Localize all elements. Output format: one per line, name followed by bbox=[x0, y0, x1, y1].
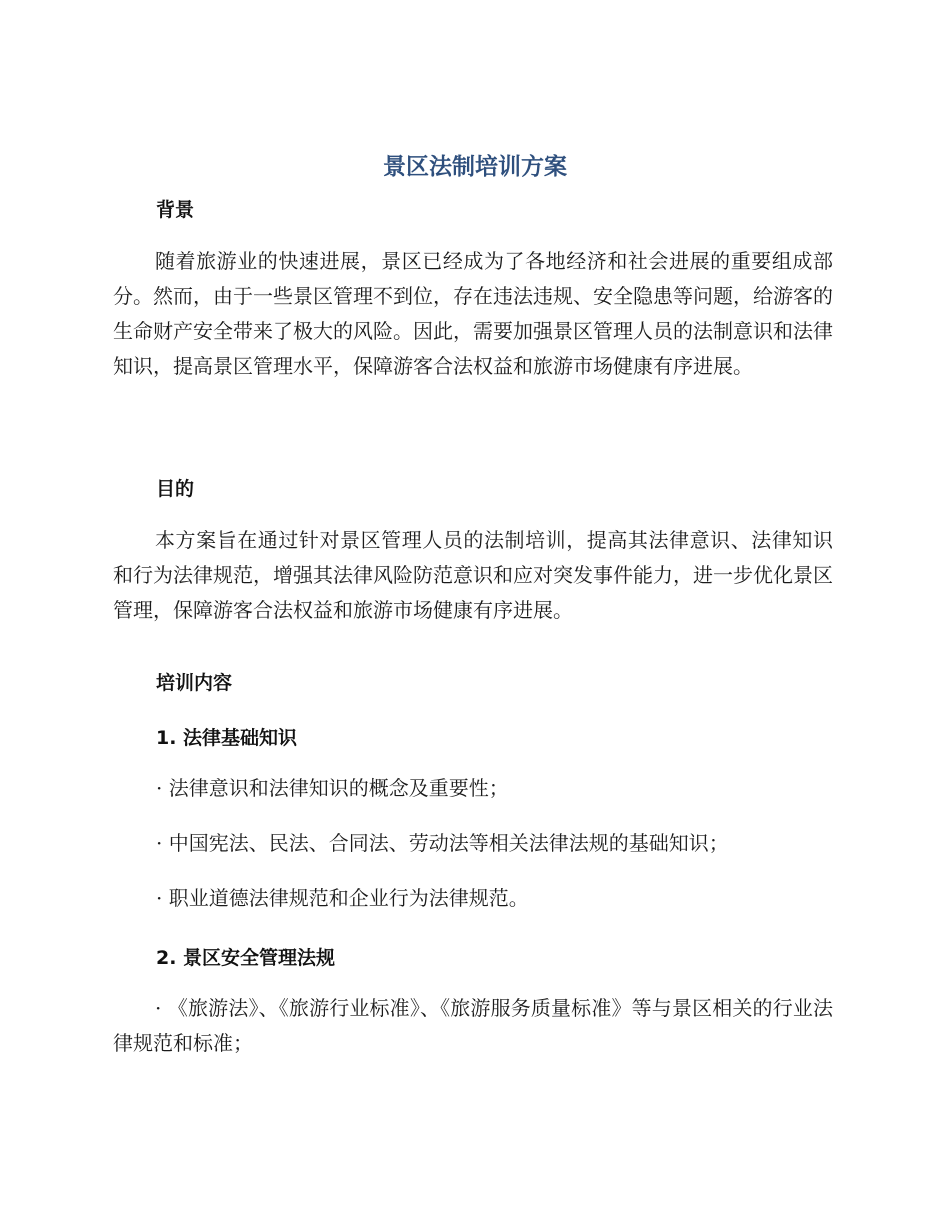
paragraph-purpose: 本方案旨在通过针对景区管理人员的法制培训，提高其法律意识、法律知识和行为法律规范，增强其法律风险防范意识和应对突发事件能力，进一步优化景区管理，保障游客合法权益和旅游市场健康有序进展。 bbox=[113, 528, 833, 622]
list-item: · 《旅游法》、《旅游行业标准》、《旅游服务质量标准》等与景区相关的行业法律规范和标准； bbox=[113, 996, 833, 1055]
section-heading-purpose: 目的 bbox=[156, 478, 195, 500]
section-heading-content: 培训内容 bbox=[156, 672, 233, 694]
subsection-heading-safety-regulations: 2. 景区安全管理法规 bbox=[156, 947, 336, 969]
section-heading-background: 背景 bbox=[156, 199, 195, 221]
list-item: · 职业道德法律规范和企业行为法律规范。 bbox=[156, 886, 529, 910]
list-item: · 中国宪法、民法、合同法、劳动法等相关法律法规的基础知识； bbox=[156, 831, 729, 855]
list-item: · 法律意识和法律知识的概念及重要性； bbox=[156, 776, 509, 800]
subsection-heading-legal-basics: 1. 法律基础知识 bbox=[156, 727, 298, 749]
paragraph-background: 随着旅游业的快速进展，景区已经成为了各地经济和社会进展的重要组成部分。然而，由于一些景区管理不到位，存在违法违规、安全隐患等问题，给游客的生命财产安全带来了极大的风险。因此，需要加强景区管理人员的法制意识和法律知识，提高景区管理水平，保障游客合法权益和旅游市场健康有序进展。 bbox=[113, 249, 833, 378]
document-title: 景区法制培训方案 bbox=[383, 154, 567, 180]
